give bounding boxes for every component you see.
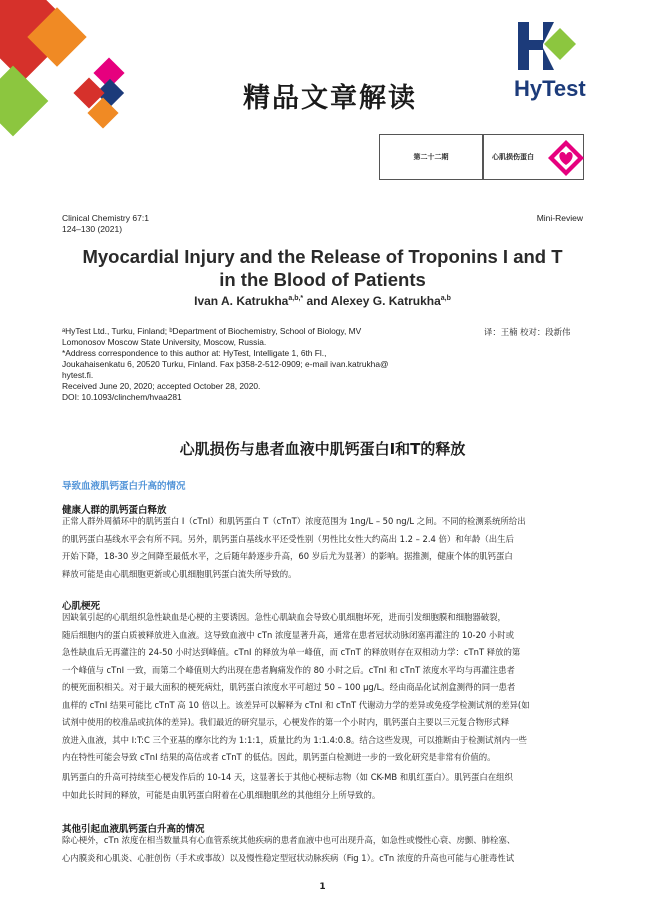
authors xyxy=(40,294,605,308)
text-line: 血样的 cTnI 结果可能比 cTnT 高 10 倍以上。该差异可以解释为 cTnI 和 cTnT 代谢动力学的差异或免疫学检测试剂的差异(如 xyxy=(62,699,530,710)
article-type: Mini-Review xyxy=(536,213,583,223)
author-1-affil: a,b,* xyxy=(288,295,304,302)
article-title-line-1: Myocardial Injury and the Release of Troponins I and T xyxy=(82,246,563,267)
hytest-logo-icon xyxy=(518,20,582,72)
issue-tab-label: 第二十二期 xyxy=(413,153,449,161)
journal-line-2: 124–130 (2021) xyxy=(62,224,123,234)
page-title: 精品文章解读 xyxy=(243,83,417,114)
paragraph-other xyxy=(62,832,586,867)
issue-tab xyxy=(379,134,483,180)
text-line: 一个峰值与 cTnI 一致，而第二个峰值则大约出现在患者胸痛发作的 80 小时之后。cTnI 和 cTnT 浓度水平均与再灌注患者 xyxy=(62,664,515,675)
paragraph-healthy xyxy=(62,513,586,583)
affiliation-line: hytest.fi. xyxy=(62,370,94,380)
affiliation-line: Lomonosov Moscow State University, Moscow, Russia. xyxy=(62,337,267,347)
paragraph-mi xyxy=(62,609,586,767)
topic-tab-label: 心肌损伤蛋白 xyxy=(492,153,534,161)
text-line: 开始下降，18-30 岁之间降至最低水平，之后随年龄逐步升高，60 岁后尤为显著）的影响。据推测，健康个体的肌钙蛋白 xyxy=(62,551,513,561)
text-line: 随后细胞内的蛋白质被释放进入血液。这导致血液中 cTn 浓度显著升高，通常在患者冠状动脉闭塞再灌注的 10-20 小时或 xyxy=(62,629,515,640)
page-number: 1 xyxy=(319,882,326,892)
affiliation-line: Received June 20, 2020; accepted October 28, 2020. xyxy=(62,381,261,391)
journal-info xyxy=(62,213,149,235)
subsection-heading-mi: 心肌梗死 xyxy=(62,601,101,612)
affiliation-line: *Address correspondence to this author at: HyTest, Intelligate 1, 6th Fl., xyxy=(62,348,327,358)
text-line: 释放可能是由心肌细胞更新或心肌细胞肌钙蛋白流失所导致的。 xyxy=(62,568,297,579)
text-line: 急性缺血后无再灌注的 24-50 小时达到峰值。cTnI 的释放为单一峰值，而 cTnT 的释放则存在双相动力学：cTnT 释放的第 xyxy=(62,647,521,657)
article-title-line-2: in the Blood of Patients xyxy=(219,269,426,290)
text-line: 的肌钙蛋白基线水平会有所不同。另外，肌钙蛋白基线水平还受性别（男性比女性大约高出 1.2 – 2.4 倍）和年龄（出生后 xyxy=(62,533,514,544)
text-line: 因缺氧引起的心肌组织急性缺血是心梗的主要诱因。急性心肌缺血会导致心肌细胞坏死，进而引发细胞膜和细胞器破裂， xyxy=(62,612,506,622)
text-line: 中如此长时间的释放，可能是由肌钙蛋白附着在心肌细胞肌丝的其他组分上所导致的。 xyxy=(62,789,381,800)
affiliation-line: Joukahaisenkatu 6, 20520 Turku, Finland. Fax þ358-2-512-0909; e-mail ivan.katrukha@ xyxy=(62,359,389,369)
author-2-affil: a,b xyxy=(440,295,451,302)
heart-icon xyxy=(548,140,584,176)
text-line: 心内膜炎和心肌炎、心脏创伤（手术或事故）以及慢性稳定型冠状动脉疾病（Fig 1）。cTn 浓度的升高也可能与心脏毒性试 xyxy=(62,852,515,863)
text-line: 内在特性可能会导致 cTnI 结果的高估或者 cTnT 的低估。因此，肌钙蛋白检测进一步的一致化研究是非常有价值的。 xyxy=(62,752,496,762)
affiliations xyxy=(62,326,422,403)
journal-line-1: Clinical Chemistry 67:1 xyxy=(62,213,149,223)
text-line: 正常人群外周循环中的肌钙蛋白 I（cTnI）和肌钙蛋白 T（cTnT）浓度范围为 1ng/L – 50 ng/L 之间。不同的检测系统所给出 xyxy=(62,516,526,526)
text-line: 放进入血液，其中 I:T:C 三个亚基的摩尔比约为 1:1:1，质量比约为 1:1.4:0.8。结合这些发现，可以推断由于检测试剂内一些 xyxy=(62,734,527,745)
subsection-heading-healthy: 健康人群的肌钙蛋白释放 xyxy=(62,505,167,516)
translator-credit: 译：王楠 校对：段新伟 xyxy=(484,327,571,337)
green-square-decor xyxy=(0,66,48,137)
logo-text: HyTest xyxy=(514,76,586,101)
chinese-title: 心肌损伤与患者血液中肌钙蛋白I和T的释放 xyxy=(179,440,466,458)
text-line: 除心梗外，cTn 浓度在相当数量具有心血管系统其他疾病的患者血液中也可出现升高，如急性或慢性心衰、房颤、肺栓塞、 xyxy=(62,835,516,845)
article-title xyxy=(40,245,605,291)
author-2: and Alexey G. Katrukha xyxy=(303,294,441,308)
text-line: 肌钙蛋白的升高可持续至心梗发作后的 10-14 天，这显著长于其他心梗标志物（如 CK-MB 和肌红蛋白）。肌钙蛋白在组织 xyxy=(62,772,513,782)
subsection-heading-other: 其他引起血液肌钙蛋白升高的情况 xyxy=(62,824,205,835)
text-line: 的梗死面积相关。对于最大面积的梗死病灶，肌钙蛋白浓度水平可超过 50 – 100 μg/L。经由商品化试剂盒测得的同一患者 xyxy=(62,682,516,692)
author-1: Ivan A. Katrukha xyxy=(194,294,289,308)
affiliation-line: DOI: 10.1093/clinchem/hvaa281 xyxy=(62,392,182,402)
affiliation-line: ᵃHyTest Ltd., Turku, Finland; ᵇDepartment of Biochemistry, School of Biology, MV xyxy=(62,326,362,336)
paragraph-duration xyxy=(62,769,586,804)
section-heading: 导致血液肌钙蛋白升高的情况 xyxy=(62,481,186,492)
text-line: 试剂中使用的校准品或抗体的差异)。我们最近的研究显示，心梗发作的第一个小时内，肌钙蛋白主要以三元复合物形式释 xyxy=(62,717,510,727)
